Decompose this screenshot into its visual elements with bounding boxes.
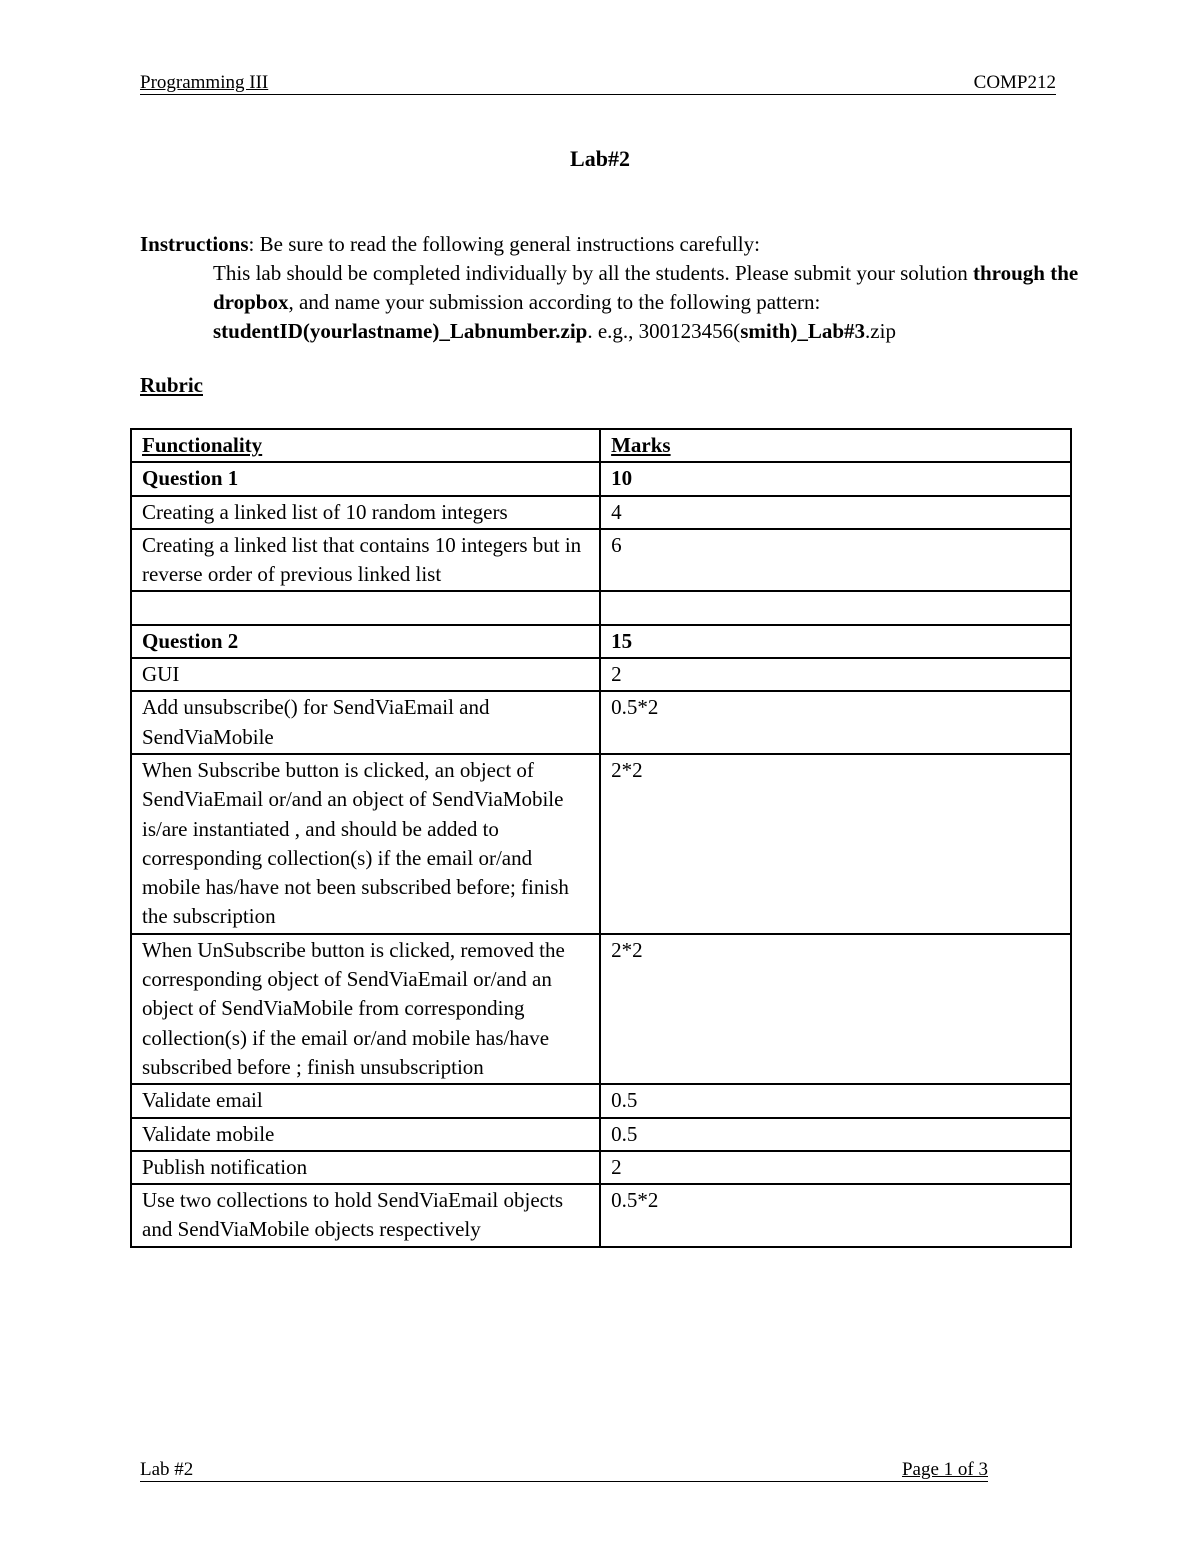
marks-cell: 2*2 [600,754,1071,934]
functionality-cell: GUI [131,658,600,691]
course-code: COMP212 [973,72,1056,93]
table-header-row [131,429,1071,462]
functionality-cell: Question 2 [131,625,600,658]
marks-cell: 2 [600,658,1071,691]
header-marks: Marks [600,429,1071,462]
table-row [131,754,1071,934]
functionality-cell: Validate mobile [131,1118,600,1151]
functionality-cell: Question 1 [131,462,600,495]
marks-cell: 2 [600,1151,1071,1184]
table-row [131,625,1071,658]
functionality-cell: Creating a linked list of 10 random integers [131,496,600,529]
table-row [131,934,1071,1084]
table-row [131,462,1071,495]
instructions-line2: , and name your submission according to the following pattern: [288,290,821,314]
table-row [131,1184,1071,1247]
marks-cell: 0.5*2 [600,691,1071,754]
header-functionality: Functionality [131,429,600,462]
instructions-intro [140,230,760,259]
marks-cell: 6 [600,529,1071,592]
functionality-cell: Validate email [131,1084,600,1117]
functionality-cell: Use two collections to hold SendViaEmail objects and SendViaMobile objects respectively [131,1184,600,1247]
submission-pattern: studentID(yourlastname)_Labnumber.zip [213,319,588,343]
table-row [131,1084,1071,1117]
marks-cell: 0.5 [600,1084,1071,1117]
marks-cell: 0.5 [600,1118,1071,1151]
marks-cell: 0.5*2 [600,1184,1071,1247]
table-row [131,691,1071,754]
table-row [131,496,1071,529]
footer-lab: Lab #2 [140,1459,194,1480]
document-title: Lab#2 [570,146,630,171]
course-name: Programming III [140,72,269,93]
functionality-cell [131,591,600,624]
marks-cell: 10 [600,462,1071,495]
rubric-table [130,428,1072,1248]
marks-cell: 4 [600,496,1071,529]
example-name: smith)_Lab#3 [740,319,866,343]
instructions-label: Instructions [140,232,249,256]
marks-cell [600,591,1071,624]
marks-cell: 2*2 [600,934,1071,1084]
table-row [131,658,1071,691]
example-prefix: . e.g., 300123456( [587,319,741,343]
functionality-cell: When Subscribe button is clicked, an object of SendViaEmail or/and an object of SendViaMobile is/are instantiated , and should be added to corresponding collection(s) if the email or/and mobile has/have not been subscribed before; finish the subscription [131,754,600,934]
table-row [131,591,1071,624]
footer-page: Page 1 of 3 [901,1459,988,1480]
example-ext: .zip [865,319,896,343]
functionality-cell: Creating a linked list that contains 10 integers but in reverse order of previous linked list [131,529,600,592]
page-footer [140,1459,988,1482]
instructions-dropbox: through the dropbox [213,261,1079,314]
rubric-heading: Rubric [140,373,203,397]
marks-cell: 15 [600,625,1071,658]
page-header [140,72,1056,95]
instructions-body [213,259,1093,346]
functionality-cell: Add unsubscribe() for SendViaEmail and SendViaMobile [131,691,600,754]
table-row [131,1118,1071,1151]
functionality-cell: Publish notification [131,1151,600,1184]
instructions-line1: This lab should be completed individually by all the students. Please submit your solution [213,261,973,285]
functionality-cell: When UnSubscribe button is clicked, removed the corresponding object of SendViaEmail or/and an object of SendViaMobile from corresponding collection(s) if the email or/and mobile has/have subscribed before ; finish unsubscription [131,934,600,1084]
table-row [131,529,1071,592]
instructions-intro-text: : Be sure to read the following general instructions carefully: [248,232,760,256]
table-row [131,1151,1071,1184]
